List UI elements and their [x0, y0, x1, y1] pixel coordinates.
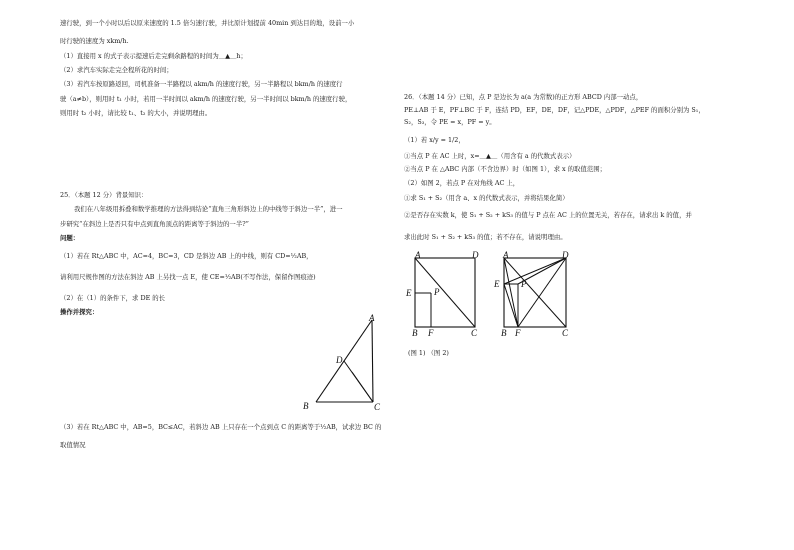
triangle-label-d: D [336, 355, 343, 365]
q24-part-2: （2）求汽车实际走完全程所花的时间； [60, 66, 173, 74]
fig2-label-c: C [562, 328, 569, 338]
triangle-label-a: A [369, 313, 375, 323]
fig1-label-p: P [434, 287, 440, 297]
square-figure-2 [492, 250, 577, 336]
q26-line-1: 26．（本题 14 分）已知，点 P 是边长为 a(a 为常数)的正方形 ABCD 内部一动点， [404, 93, 643, 101]
q25-problem-label: 问题： [60, 234, 80, 242]
q25-part-3-line-2: 取值情况 [60, 441, 86, 449]
q25-part-1-line-2: 请利用尺规作图的方法在斜边 AB 上另找一点 E，使 CE=½AB(不写作法，保留作图痕迹) [60, 273, 316, 281]
fig1-label-c: C [471, 328, 478, 338]
fig1-label-e: E [406, 288, 412, 298]
q26-line-2: PE⊥AB 于 E，PF⊥BC 于 F，连结 PD，EF，DE，DF，记△PDE，△PDF，△PEF 的面积分别为 S₁， [404, 106, 705, 114]
triangle-label-b: B [303, 401, 309, 411]
q25-part-2: （2）在（1）的条件下，求 DE 的长 [60, 294, 166, 302]
q25-background-line-1: 我们在八年级用拆叠和数学推理的方法得到结论“直角三角形斜边上的中线等于斜边一半”，进一 [74, 205, 343, 213]
q24-part-3-line-2: 驶（a≠b），则用时 t₁ 小时，若用一半时间以 akm/h 的速度行驶，另一半时间以 bkm/h 的速度行驶， [60, 95, 352, 103]
q24-intro-line-1: 速行驶，到一个小时以后以原来速度的 1.5 倍匀速行驶，并比原计划提前 40min 到达目的地，设前一小 [60, 19, 355, 27]
q26-part-2-b-line-2: 求出此时 S₁ + S₂ + kS₃ 的值；若不存在，请说明理由。 [404, 233, 567, 241]
q26-part-2: （2）如图 2，若点 P 在对角线 AC 上， [404, 179, 520, 187]
q24-part-3-line-3: 则用时 t₂ 小时，请比较 t₁、t₂ 的大小，并说明理由。 [60, 109, 212, 117]
q25-explore-label: 操作并探究： [60, 308, 99, 316]
q26-part-2-b-line-1: ②是否存在实数 k，使 S₁ + S₂ + kS₃ 的值与 P 点在 AC 上的位置无关，若存在，请求出 k 的值，并 [404, 211, 692, 219]
q25-part-1-line-1: （1）若在 Rt△ABC 中，AC=4，BC=3，CD 是斜边 AB 上的中线，则有 CD=½AB， [60, 252, 313, 260]
q24-part-3-line-1: （3）若汽车按原路返回，司机准备一半路程以 akm/h 的速度行驶，另一半路程以 bkm/h 的速度行 [60, 80, 343, 88]
q25-part-3-line-1: （3）若在 Rt△ABC 中，AB=5，BC≤AC，若斜边 AB 上只存在一个点到点 C 的距离等于½AB，试求边 BC 的 [60, 423, 382, 431]
q26-part-1-a: ①当点 P 在 AC 上时，x=＿▲＿（用含有 a 的代数式表示） [404, 152, 576, 160]
fig2-label-f: F [515, 328, 521, 338]
q26-line-3: S₂，S₃，令 PE = x，PF = y。 [404, 118, 496, 126]
q25-title: 25．（本题 12 分）背景知识： [60, 191, 148, 199]
q26-part-2-a: ①求 S₁ + S₂（用含 a、x 的代数式表示，并将结果化简） [404, 194, 569, 202]
q24-part-1: （1）直接用 x 的式子表示提速后走完剩余路程的时间为＿▲＿h； [60, 52, 247, 60]
figure-caption: (图 1) （图 2) [408, 349, 449, 357]
fig1-label-d: D [472, 250, 479, 260]
triangle-figure [300, 312, 390, 417]
fig2-label-e: E [494, 279, 500, 289]
fig2-label-d: D [562, 250, 569, 260]
fig2-label-a: A [503, 250, 509, 260]
fig1-label-a: A [415, 250, 421, 260]
triangle-label-c: C [374, 402, 381, 412]
q25-background-line-2: 步研究“在斜边上是否只有中点到直角顶点的距离等于斜边的一半?” [60, 220, 249, 228]
fig2-label-b: B [501, 328, 507, 338]
fig1-label-f: F [428, 328, 434, 338]
fig1-label-b: B [412, 328, 418, 338]
q24-intro-line-2: 时行驶的速度为 xkm/h. [60, 37, 129, 45]
fig2-label-p: P [521, 279, 527, 289]
q26-part-1-b: ②当点 P 在 △ABC 内部（不含边界）时（如图 1），求 x 的取值范围； [404, 165, 606, 173]
q26-part-1-condition: （1）若 x/y = 1/2， [404, 136, 465, 144]
square-figure-1 [403, 250, 488, 336]
